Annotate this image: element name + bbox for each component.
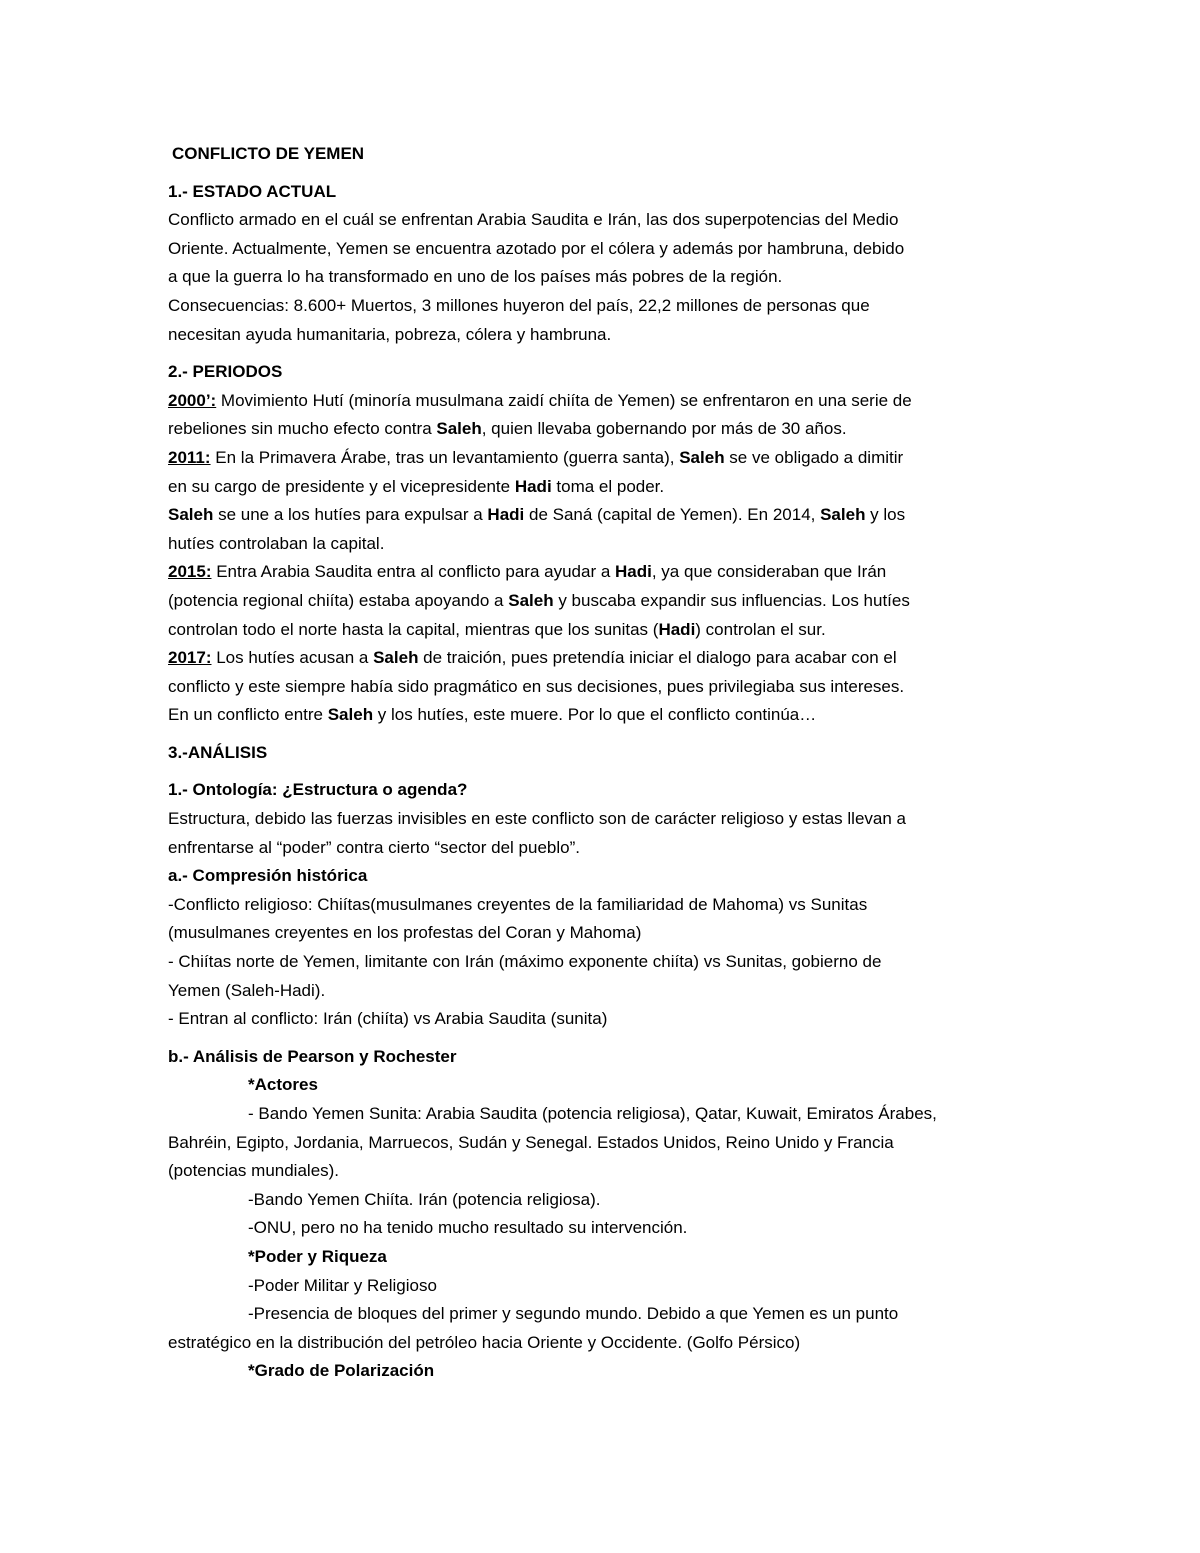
paragraph-line: (potencias mundiales).: [168, 1161, 340, 1181]
text-span: , ya que consideraban que Irán: [651, 562, 887, 582]
subheading-poder-riqueza: *Poder y Riqueza: [248, 1246, 387, 1266]
subheading-pearson-rochester: b.- Análisis de Pearson y Rochester: [168, 1046, 457, 1066]
paragraph-line: estratégico en la distribución del petróleo hacia Oriente y Occidente. (Golfo Pérsico): [168, 1332, 801, 1352]
text-span: Movimiento Hutí (minoría musulmana zaidí chiíta de Yemen) se enfrentaron en una serie de: [216, 390, 912, 410]
name-hadi: Hadi: [658, 619, 696, 639]
period-year-2000: 2000’:: [168, 390, 217, 410]
subheading-compresion-historica: a.- Compresión histórica: [168, 866, 368, 886]
period-2000-line: [168, 387, 1048, 416]
text-span: Los hutíes acusan a: [211, 648, 374, 668]
section-heading-analisis: 3.-ANÁLISIS: [168, 742, 268, 762]
text-span: ) controlan el sur.: [695, 619, 826, 639]
period-2011-line: [168, 473, 1048, 502]
text-span: de Saná (capital de Yemen). En 2014,: [524, 505, 821, 525]
paragraph-line: - Bando Yemen Sunita: Arabia Saudita (potencia religiosa), Qatar, Kuwait, Emiratos Árabes,: [248, 1104, 937, 1123]
subheading-ontologia: 1.- Ontología: ¿Estructura o agenda?: [168, 780, 468, 800]
name-saleh: Saleh: [373, 648, 419, 668]
paragraph-line: - Chiítas norte de Yemen, limitante con Irán (máximo exponente chiíta) vs Sunitas, gobierno de: [168, 952, 882, 972]
name-hadi: Hadi: [514, 476, 552, 496]
text-span: se ve obligado a dimitir: [724, 447, 904, 467]
paragraph-line: Conflicto armado en el cuál se enfrentan Arabia Saudita e Irán, las dos superpotencias del Medio: [168, 210, 899, 230]
paragraph-line: Oriente. Actualmente, Yemen se encuentra azotado por el cólera y además por hambruna, debido: [168, 238, 905, 258]
paragraph-line: -ONU, pero no ha tenido mucho resultado su intervención.: [248, 1218, 688, 1238]
period-2015-line: [168, 616, 1048, 645]
text-span: y buscaba expandir sus influencias. Los hutíes: [553, 590, 910, 610]
name-saleh: Saleh: [679, 447, 725, 467]
paragraph-line: Estructura, debido las fuerzas invisibles en este conflicto son de carácter religioso y estas llevan a: [168, 809, 906, 829]
name-saleh: Saleh: [820, 505, 866, 525]
name-saleh: Saleh: [508, 590, 554, 610]
name-saleh: Saleh: [327, 705, 374, 725]
period-2011-line: [168, 501, 1048, 530]
document-page: [168, 140, 1048, 1386]
period-year-2011: 2011:: [168, 447, 211, 467]
period-2017-line: [168, 701, 1048, 730]
name-hadi: Hadi: [615, 562, 652, 582]
text-span: controlan todo el norte hasta la capital, mientras que los sunitas (: [168, 619, 659, 639]
name-hadi: Hadi: [487, 505, 525, 525]
period-year-2015: 2015:: [168, 562, 212, 582]
paragraph-line: - Entran al conflicto: Irán (chiíta) vs Arabia Saudita (sunita): [168, 1009, 608, 1029]
text-span: , quien llevaba gobernando por más de 30 años.: [481, 419, 847, 439]
text-span: y los hutíes, este muere. Por lo que el conflicto continúa…: [373, 705, 817, 725]
subheading-grado-polarizacion: *Grado de Polarización: [248, 1361, 435, 1381]
subheading-actores: *Actores: [248, 1075, 318, 1095]
period-year-2017: 2017:: [168, 648, 212, 668]
paragraph-line: -Bando Yemen Chiíta. Irán (potencia religiosa).: [248, 1189, 601, 1209]
text-span: se une a los hutíes para expulsar a: [213, 505, 488, 525]
period-2015-line: [168, 558, 1048, 587]
section-heading-estado-actual: 1.- ESTADO ACTUAL: [168, 181, 337, 201]
period-2017-line: [168, 644, 1048, 673]
paragraph-line: Yemen (Saleh-Hadi).: [168, 980, 326, 1000]
text-span: (potencia regional chiíta) estaba apoyando a: [168, 590, 509, 610]
text-span: de traición, pues pretendía iniciar el dialogo para acabar con el: [418, 648, 897, 668]
paragraph-line: necesitan ayuda humanitaria, pobreza, cólera y hambruna.: [168, 324, 612, 344]
name-saleh: Saleh: [168, 505, 214, 525]
paragraph-line: -Poder Militar y Religioso: [248, 1275, 437, 1295]
text-span: toma el poder.: [551, 476, 665, 496]
paragraph-line: Consecuencias: 8.600+ Muertos, 3 millones huyeron del país, 22,2 millones de personas que: [168, 295, 870, 315]
period-2017-line: conflicto y este siempre había sido pragmático en sus decisiones, pues privilegiaba sus intereses.: [168, 676, 905, 696]
paragraph-line: -Presencia de bloques del primer y segundo mundo. Debido a que Yemen es un punto: [248, 1304, 899, 1324]
period-2000-line: [168, 415, 1048, 444]
paragraph-line: a que la guerra lo ha transformado en uno de los países más pobres de la región.: [168, 267, 783, 287]
paragraph-line: enfrentarse al “poder” contra cierto “sector del pueblo”.: [168, 837, 580, 857]
text-span: en su cargo de presidente y el vicepresidente: [168, 476, 515, 496]
text-span: Entra Arabia Saudita entra al conflicto para ayudar a: [211, 562, 616, 582]
period-2011-line: [168, 444, 1048, 473]
paragraph-line: -Conflicto religioso: Chiítas(musulmanes creyentes de la familiaridad de Mahoma) vs Sunitas: [168, 894, 868, 914]
section-heading-periodos: 2.- PERIODOS: [168, 362, 283, 382]
text-span: En la Primavera Árabe, tras un levantamiento (guerra santa),: [210, 447, 680, 467]
name-saleh: Saleh: [436, 419, 482, 439]
document-title: CONFLICTO DE YEMEN: [172, 144, 365, 163]
text-span: En un conflicto entre: [168, 705, 328, 725]
text-span: rebeliones sin mucho efecto contra: [168, 419, 437, 439]
paragraph-line: Bahréin, Egipto, Jordania, Marruecos, Sudán y Senegal. Estados Unidos, Reino Unido y Francia: [168, 1132, 894, 1152]
text-span: y los: [865, 505, 906, 525]
paragraph-line: (musulmanes creyentes en los profestas del Coran y Mahoma): [168, 923, 642, 943]
period-2011-line: hutíes controlaban la capital.: [168, 533, 385, 553]
period-2015-line: [168, 587, 1048, 616]
